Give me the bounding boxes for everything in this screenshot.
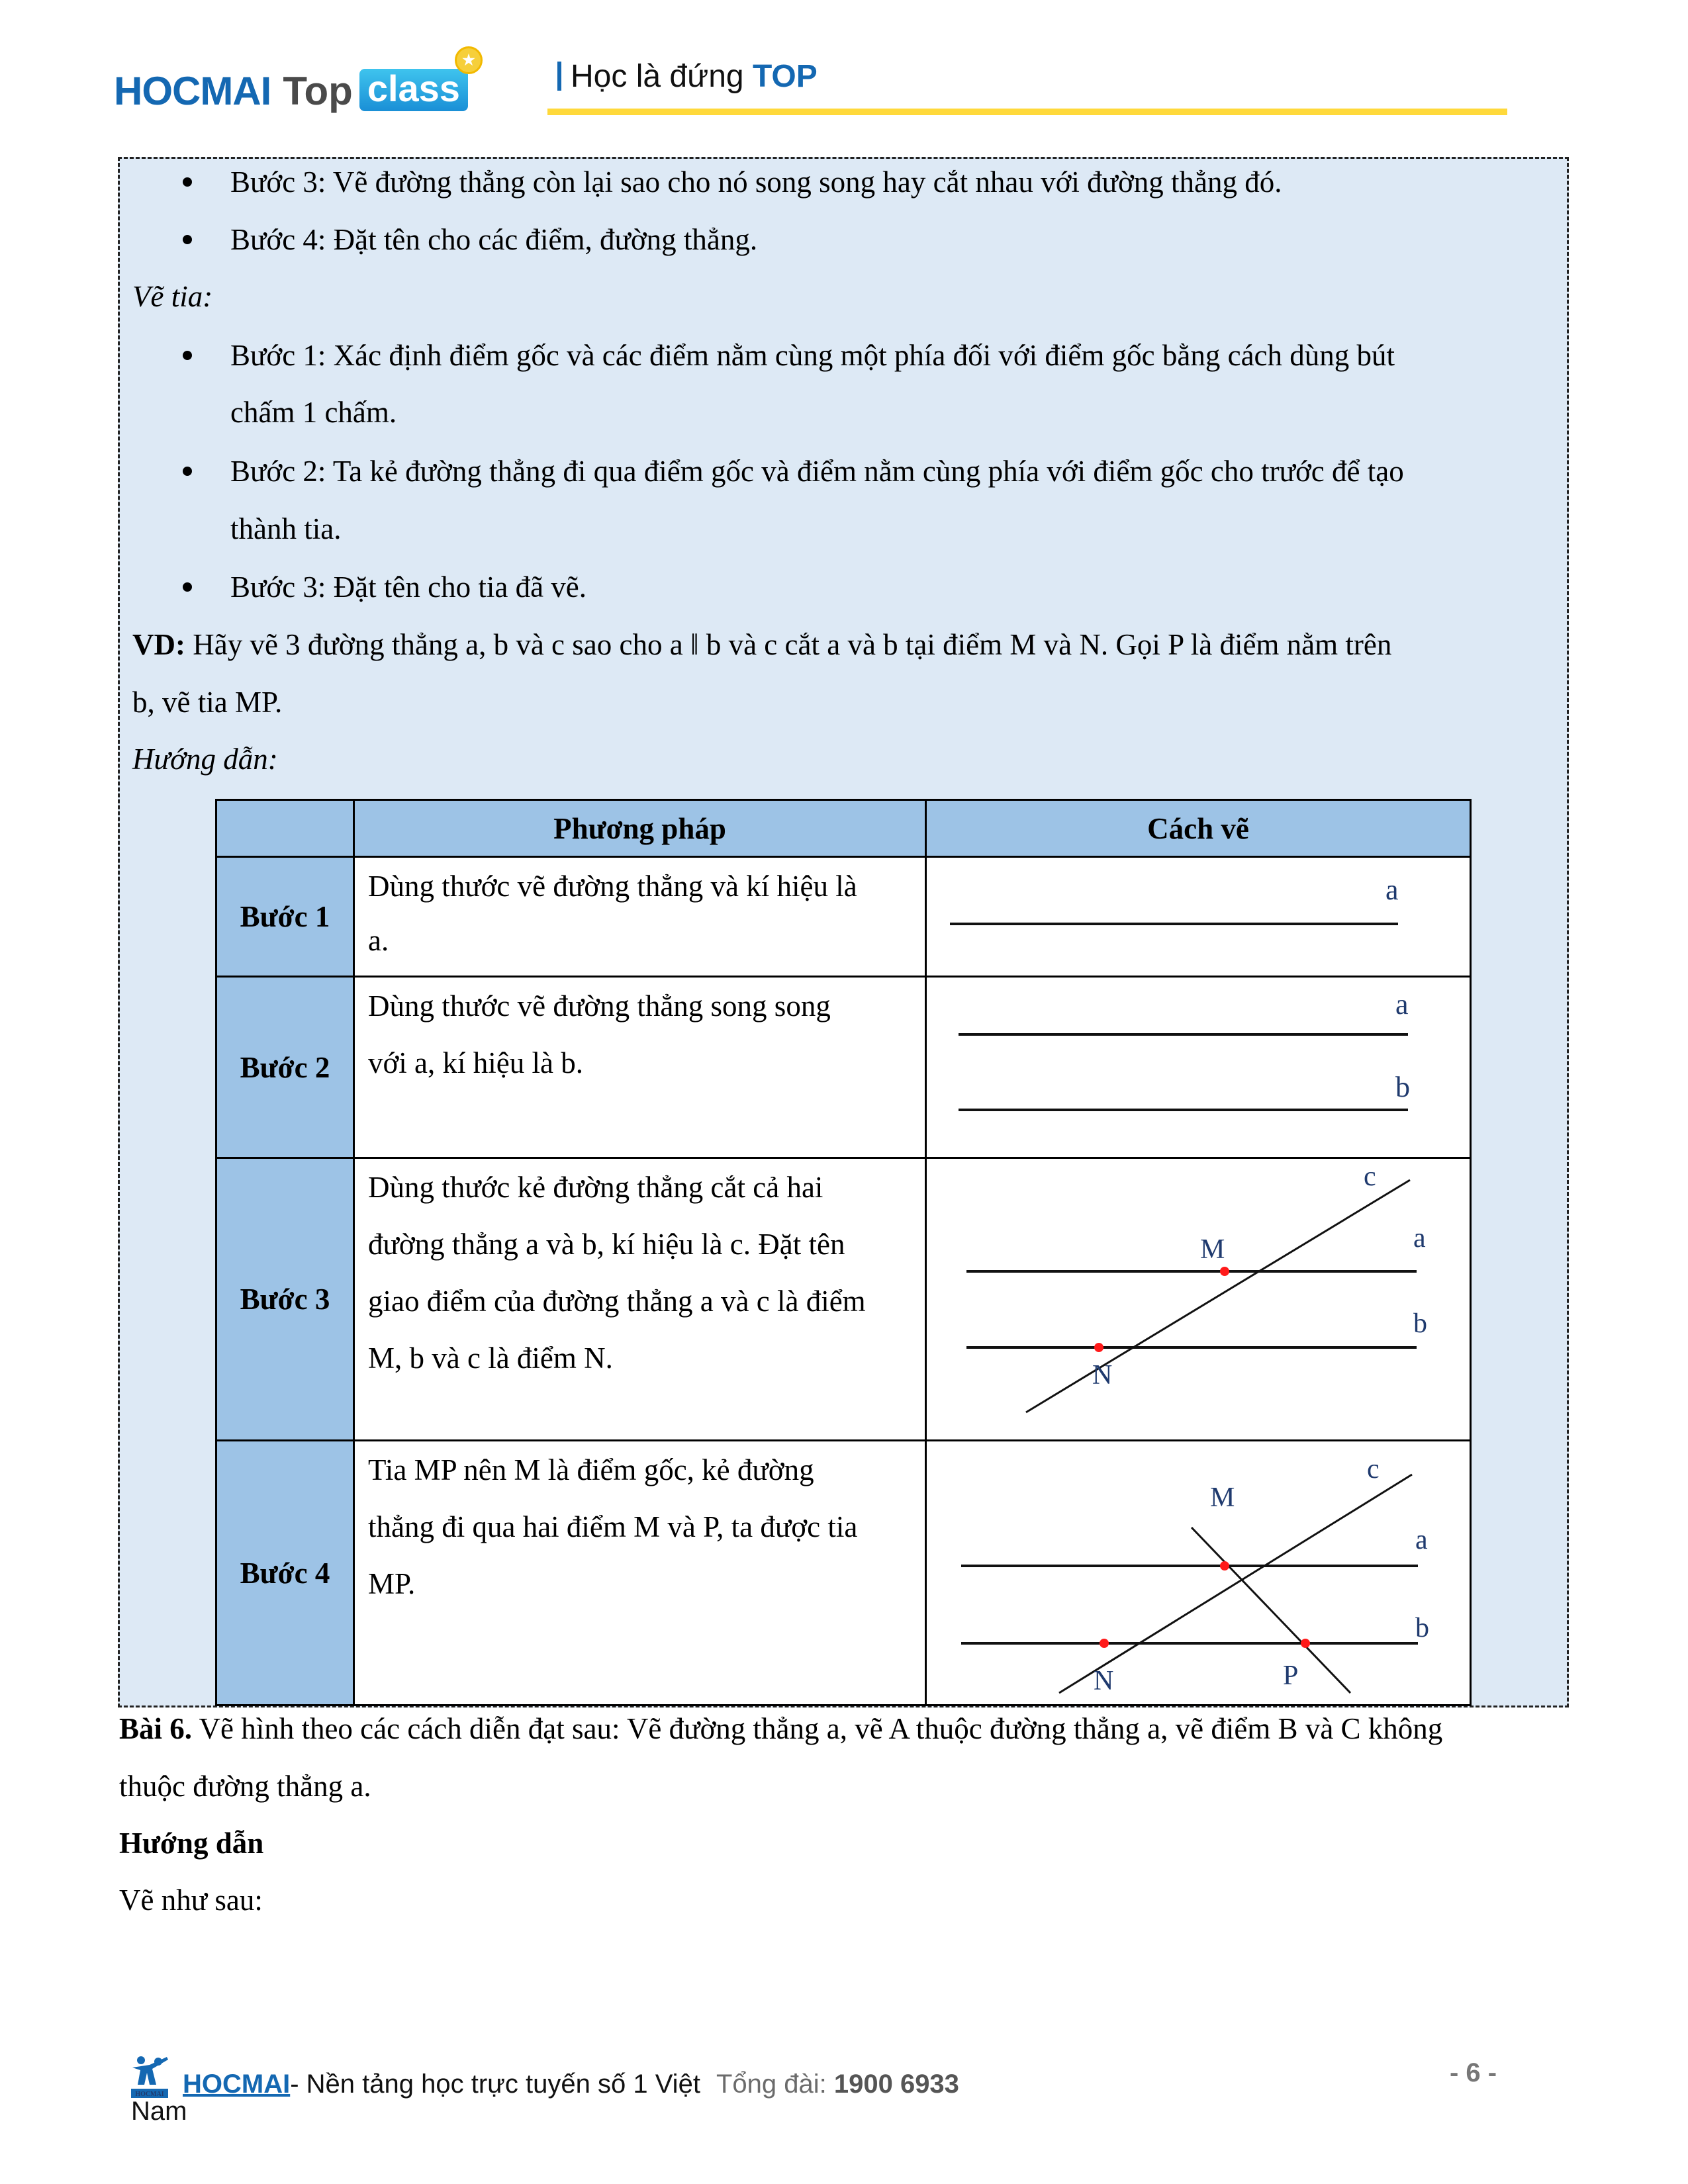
hotline-number: 1900 6933 xyxy=(833,2070,959,2099)
point-N xyxy=(1100,1639,1109,1648)
header-underline xyxy=(547,109,1507,115)
logo-class-label: class xyxy=(367,68,460,109)
ray-heading: Vẽ tia: xyxy=(132,280,213,313)
step-2-label: Bước 2 xyxy=(215,976,355,1159)
line-c xyxy=(1026,1180,1410,1412)
example-text: Hãy vẽ 3 đường thẳng a, b và c sao cho a ‖ b và c cắt a và b tại điểm M và N. Gọi P là điểm nằm trên xyxy=(193,628,1392,661)
table-header-drawing: Cách vẽ xyxy=(925,799,1472,858)
svg-text:HOCMAI: HOCMAI xyxy=(135,2091,164,2098)
exercise-guide-heading: Hướng dẫn xyxy=(119,1827,264,1860)
step-3-method xyxy=(353,1157,927,1441)
tagline xyxy=(557,57,818,97)
draw-step-4: Bước 4: Đặt tên cho các điểm, đường thẳng. xyxy=(230,223,758,256)
bullet-icon xyxy=(183,582,192,592)
logo-class-text xyxy=(359,52,475,111)
label-b: b xyxy=(1395,1071,1410,1103)
point-N xyxy=(1094,1343,1103,1352)
label-b: b xyxy=(1415,1613,1429,1643)
hotline-label: Tổng đài: xyxy=(716,2070,827,2099)
method-line: a. xyxy=(368,924,389,957)
footer-slogan-wrap: Nam xyxy=(131,2097,187,2126)
method-line: Dùng thước vẽ đường thẳng và kí hiệu là xyxy=(368,870,857,903)
point-M xyxy=(1220,1267,1229,1276)
label-M: M xyxy=(1200,1234,1225,1265)
step-1-label: Bước 1 xyxy=(215,856,355,978)
footer-hotline xyxy=(716,2070,959,2099)
hocmai-people-icon xyxy=(130,2056,169,2099)
star-badge-icon: ★ xyxy=(455,46,483,74)
label-N: N xyxy=(1094,1666,1114,1696)
example-label: VD: xyxy=(132,628,185,661)
label-a: a xyxy=(1395,988,1409,1021)
footer-brand-link[interactable]: HOCMAI xyxy=(183,2070,291,2099)
ray-step-2-line1: Bước 2: Ta kẻ đường thẳng đi qua điểm gốc và điểm nằm cùng phía với điểm gốc cho trước để tạo xyxy=(230,455,1404,488)
method-line: M, b và c là điểm N. xyxy=(368,1342,613,1375)
label-a: a xyxy=(1385,874,1399,906)
bullet-icon xyxy=(183,235,192,244)
method-line: Tia MP nên M là điểm gốc, kẻ đường xyxy=(368,1453,814,1486)
guide-heading: Hướng dẫn: xyxy=(132,743,278,776)
steps-table xyxy=(215,799,1472,1706)
table-header-empty xyxy=(215,799,355,858)
exercise-line1 xyxy=(119,1711,1442,1746)
tagline-divider xyxy=(557,62,561,91)
method-line: Dùng thước vẽ đường thẳng song song xyxy=(368,989,831,1023)
method-line: MP. xyxy=(368,1567,416,1600)
method-line: Dùng thước kẻ đường thẳng cắt cả hai xyxy=(368,1171,823,1204)
label-P: P xyxy=(1283,1661,1299,1691)
bullet-icon xyxy=(183,467,192,476)
ray-step-1-line1: Bước 1: Xác định điểm gốc và các điểm nằm cùng một phía đối với điểm gốc bằng cách dùng bút xyxy=(230,339,1395,372)
label-M: M xyxy=(1210,1482,1235,1513)
example-line2: b, vẽ tia MP. xyxy=(132,686,283,719)
tagline-highlight: TOP xyxy=(752,59,818,94)
label-a: a xyxy=(1413,1223,1426,1253)
ray-MP xyxy=(1192,1527,1350,1693)
footer-slogan: - Nền tảng học trực tuyến số 1 Việt xyxy=(290,2070,700,2099)
label-b: b xyxy=(1413,1308,1427,1339)
line-c xyxy=(1059,1475,1412,1693)
method-line: giao điểm của đường thẳng a và c là điểm xyxy=(368,1285,866,1318)
logo-hocmai-text: HOCMAI xyxy=(114,69,271,113)
draw-step-3: Bước 3: Vẽ đường thẳng còn lại sao cho nó song song hay cắt nhau với đường thẳng đó. xyxy=(230,165,1282,199)
point-M xyxy=(1220,1561,1229,1570)
step-4-figure xyxy=(927,1441,1470,1704)
step-4-drawing xyxy=(925,1439,1472,1706)
step-2-figure xyxy=(927,978,1470,1157)
point-P xyxy=(1301,1639,1310,1648)
footer xyxy=(130,2056,959,2099)
method-line: với a, kí hiệu là b. xyxy=(368,1046,583,1079)
label-N: N xyxy=(1092,1360,1113,1390)
table-header-method: Phương pháp xyxy=(353,799,927,858)
exercise-label: Bài 6. xyxy=(119,1712,193,1745)
ray-step-1-line2: chấm 1 chấm. xyxy=(230,396,397,429)
example-line1 xyxy=(132,627,1391,662)
step-3-drawing xyxy=(925,1157,1472,1441)
step-3-label: Bước 3 xyxy=(215,1157,355,1441)
step-2-drawing xyxy=(925,976,1472,1159)
step-4-label: Bước 4 xyxy=(215,1439,355,1706)
label-c: c xyxy=(1364,1161,1376,1192)
step-4-method xyxy=(353,1439,927,1706)
exercise-text: Vẽ hình theo các cách diễn đạt sau: Vẽ đường thẳng a, vẽ A thuộc đường thẳng a, vẽ điểm B và C không xyxy=(199,1712,1443,1745)
logo-top-text: Top xyxy=(283,69,353,113)
ray-step-2-line2: thành tia. xyxy=(230,512,342,545)
step-1-figure xyxy=(927,858,1470,976)
tagline-text: Học là đứng xyxy=(571,59,744,94)
ray-step-3: Bước 3: Đặt tên cho tia đã vẽ. xyxy=(230,570,587,604)
step-1-method xyxy=(353,856,927,978)
step-1-drawing xyxy=(925,856,1472,978)
exercise-line2: thuộc đường thẳng a. xyxy=(119,1770,371,1803)
label-a: a xyxy=(1415,1525,1428,1555)
bullet-icon xyxy=(183,177,192,187)
bullet-icon xyxy=(183,351,192,360)
step-2-method xyxy=(353,976,927,1159)
label-c: c xyxy=(1367,1454,1380,1484)
hocmai-topclass-logo xyxy=(114,52,475,113)
method-line: đường thẳng a và b, kí hiệu là c. Đặt tên xyxy=(368,1228,845,1261)
exercise-guide-text: Vẽ như sau: xyxy=(119,1884,263,1917)
page-number: - 6 - xyxy=(1450,2058,1497,2087)
method-line: thẳng đi qua hai điểm M và P, ta được tia xyxy=(368,1510,858,1543)
step-3-figure xyxy=(927,1159,1470,1439)
